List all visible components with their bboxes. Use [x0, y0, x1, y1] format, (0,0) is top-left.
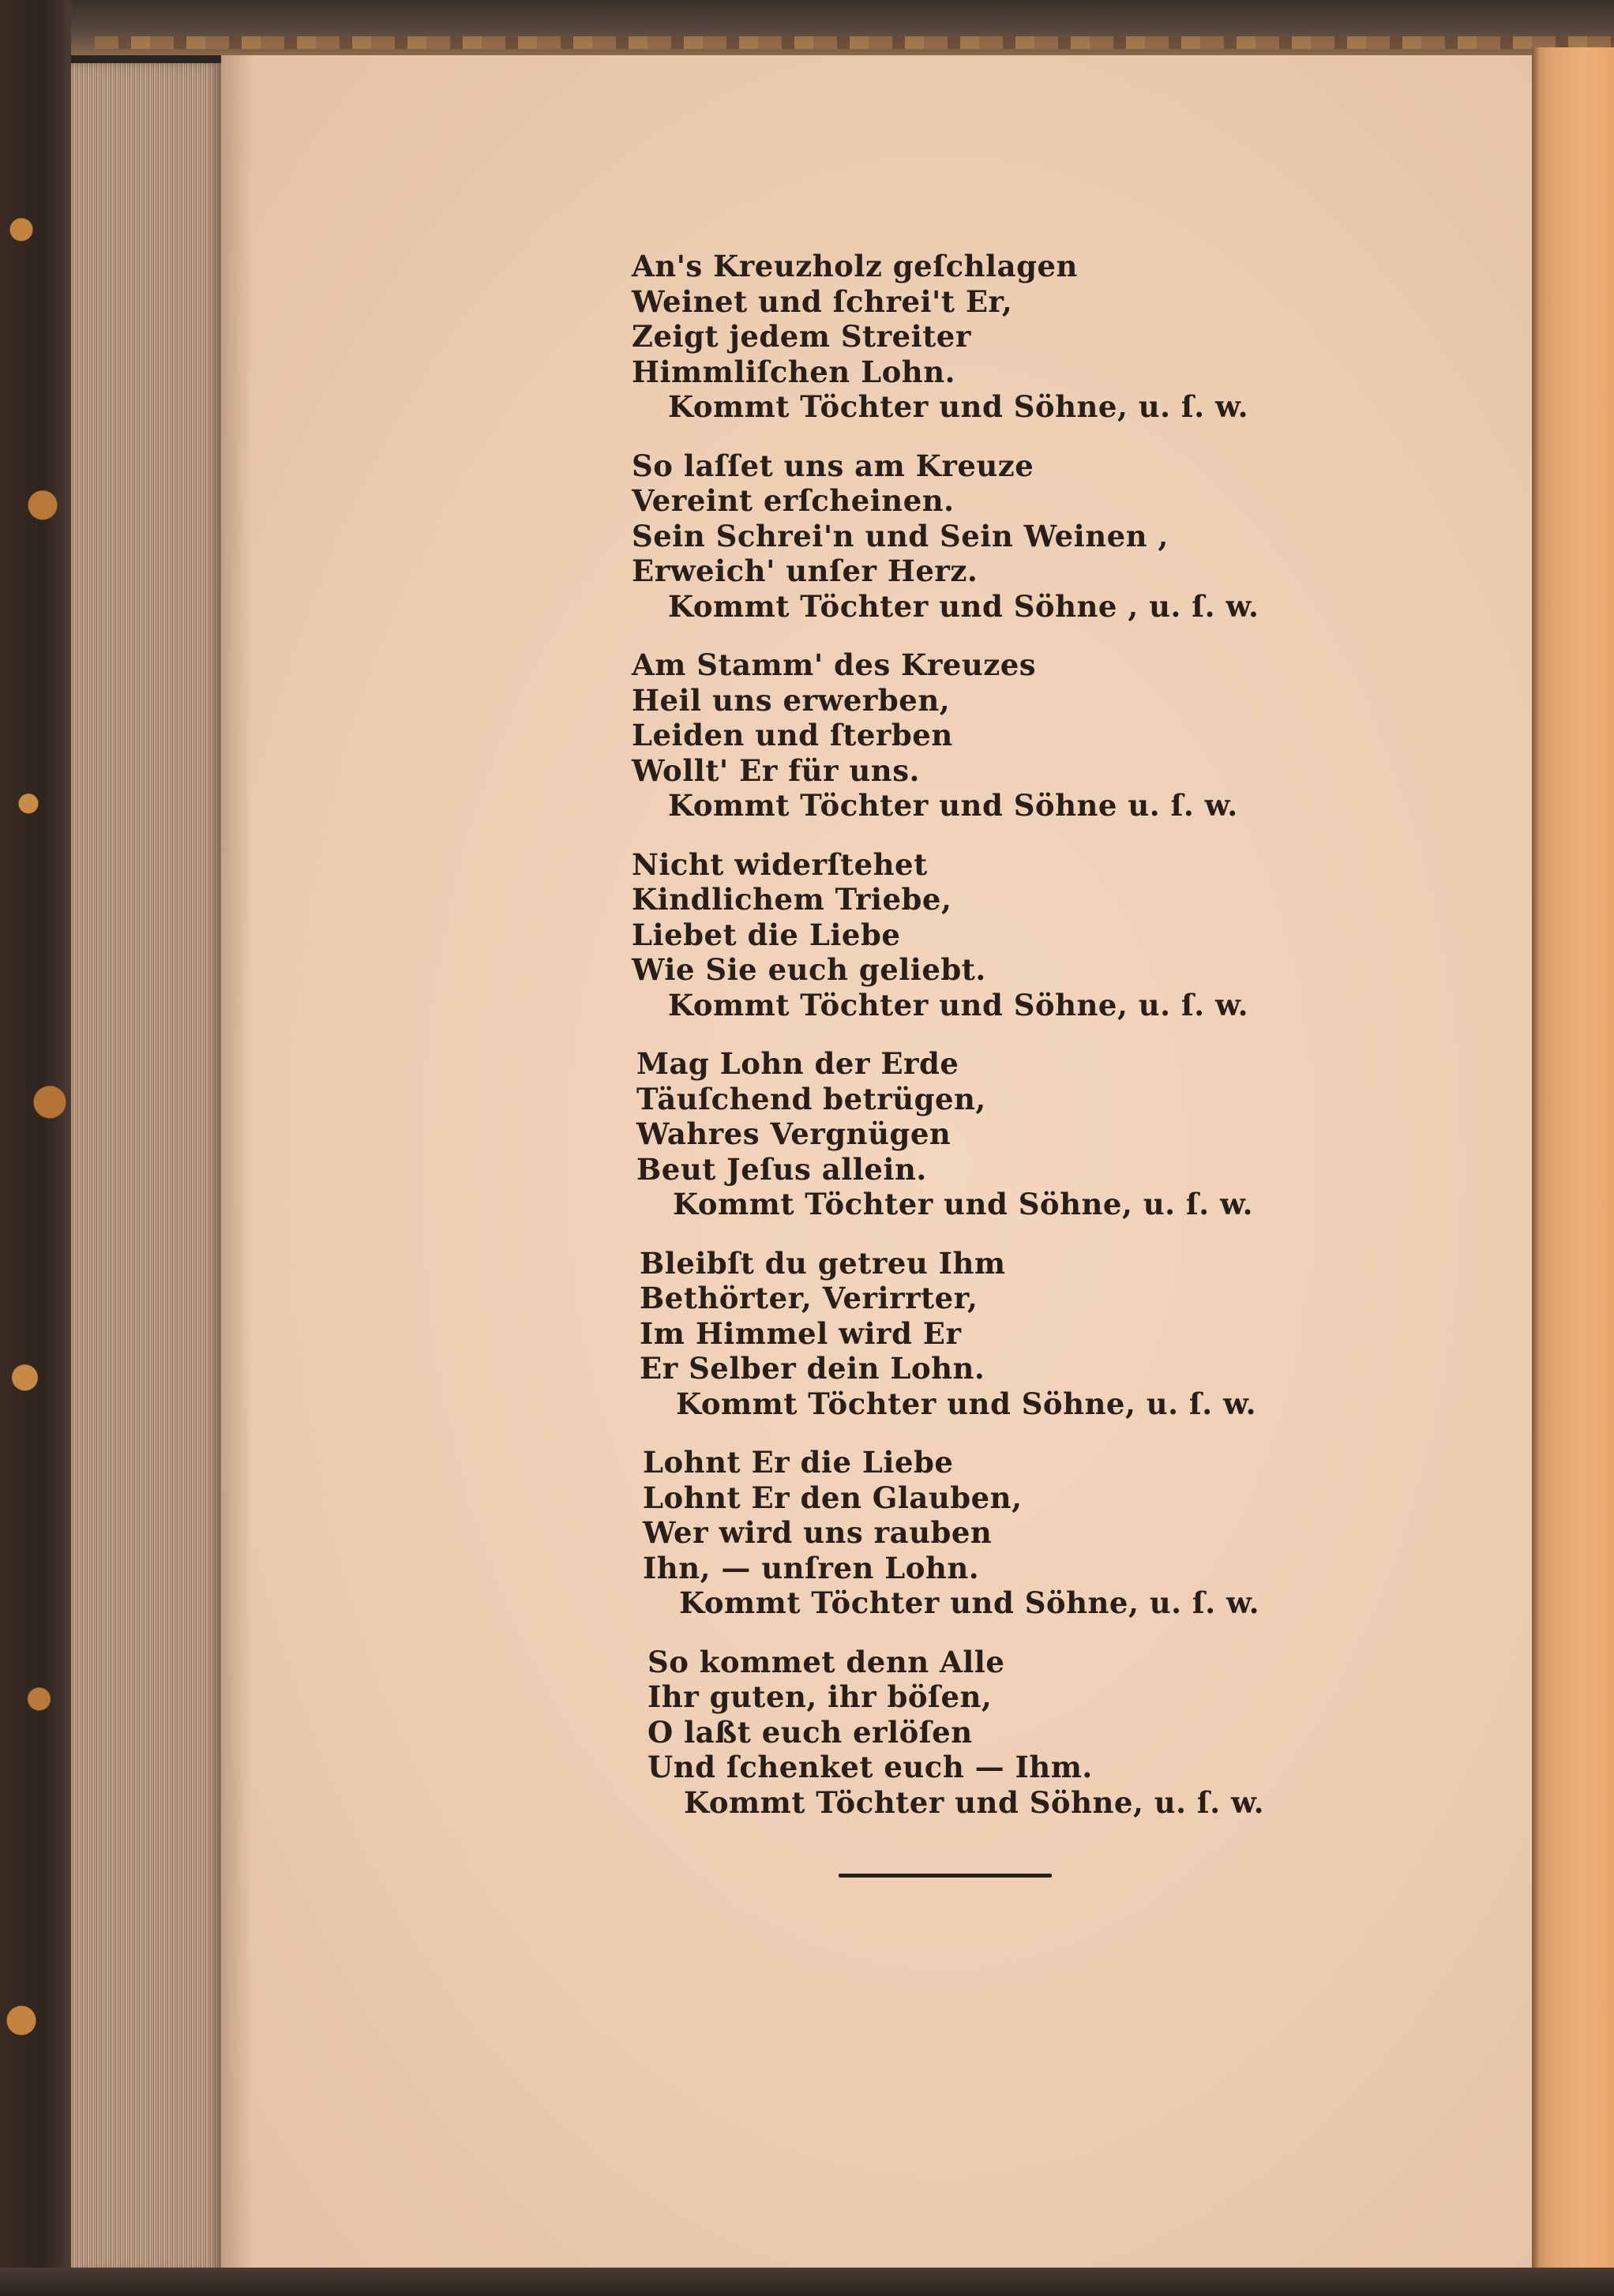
- verse-line: Heil uns erwerben,: [632, 682, 951, 718]
- facing-page-edge: [1532, 47, 1614, 2296]
- verse-line: Himmliſchen Lohn.: [632, 354, 955, 389]
- verse-line: Weinet und ſchrei't Er,: [632, 283, 1013, 319]
- refrain-line: Kommt Töchter und Söhne u. ſ. w.: [668, 788, 1238, 823]
- refrain-line: Kommt Töchter und Söhne, u. ſ. w.: [679, 1585, 1260, 1620]
- stacked-page-edges: [71, 63, 221, 2274]
- book-top-edge: [0, 0, 1614, 55]
- verse-line: Erweich' unſer Herz.: [632, 553, 978, 588]
- verse-line: Lohnt Er den Glauben,: [643, 1480, 1023, 1515]
- verse-line: Zeigt jedem Streiter: [632, 319, 971, 354]
- verse-line: Bleibſt du getreu Ihm: [640, 1245, 1006, 1281]
- verse-line: Wahres Vergnügen: [636, 1116, 952, 1151]
- book-bottom-edge: [0, 2268, 1614, 2296]
- stanza: [632, 847, 1342, 1023]
- verse-line: An's Kreuzholz geſchlagen: [632, 249, 1078, 283]
- verse-line: Nicht widerſtehet: [632, 846, 928, 882]
- verse-line: Wer wird uns rauben: [643, 1515, 993, 1550]
- stanza: [632, 647, 1342, 823]
- stanza: [636, 1046, 1342, 1222]
- verse-line: Vereint erſcheinen.: [632, 483, 955, 518]
- stanza: [632, 249, 1342, 425]
- refrain-line: Kommt Töchter und Söhne, u. ſ. w.: [684, 1784, 1265, 1820]
- refrain-line: Kommt Töchter und Söhne, u. ſ. w.: [668, 987, 1249, 1022]
- stanza: [643, 1445, 1342, 1621]
- stanza: [632, 448, 1342, 625]
- verse-line: Sein Schrei'n und Sein Weinen ,: [632, 518, 1169, 553]
- refrain-line: Kommt Töchter und Söhne, u. ſ. w.: [676, 1386, 1257, 1421]
- refrain-line: Kommt Töchter und Söhne, u. ſ. w.: [673, 1187, 1254, 1221]
- poem: [632, 249, 1342, 1844]
- verse-line: Wie Sie euch geliebt.: [632, 952, 986, 987]
- end-rule: [839, 1874, 1052, 1878]
- verse-line: Im Himmel wird Er: [640, 1315, 962, 1351]
- verse-line: Ihn, — unſren Lohn.: [643, 1550, 980, 1585]
- refrain-line: Kommt Töchter und Söhne, u. ſ. w.: [668, 389, 1249, 424]
- verse-line: Lohnt Er die Liebe: [643, 1445, 954, 1480]
- verse-line: Wollt' Er für uns.: [632, 752, 920, 788]
- verse-line: O laßt euch erlöſen: [647, 1714, 973, 1750]
- verse-line: Mag Lohn der Erde: [636, 1046, 959, 1081]
- refrain-line: Kommt Töchter und Söhne , u. ſ. w.: [668, 588, 1259, 624]
- verse-line: Er Selber dein Lohn.: [640, 1351, 985, 1386]
- verse-line: Täuſchend betrügen,: [636, 1081, 986, 1116]
- verse-line: Kindlichem Triebe,: [632, 882, 952, 917]
- verse-line: Am Stamm' des Kreuzes: [632, 647, 1037, 682]
- verse-line: Liebet die Liebe: [632, 917, 901, 952]
- verse-line: Bethörter, Verirrter,: [640, 1281, 978, 1315]
- verse-line: Beut Jeſus allein.: [636, 1151, 927, 1187]
- verse-line: Leiden und ſterben: [632, 718, 953, 752]
- marbled-cover-board: [0, 0, 71, 2296]
- stanza: [647, 1645, 1342, 1821]
- verse-line: So laſſet uns am Kreuze: [632, 448, 1034, 483]
- verse-line: Und ſchenket euch — Ihm.: [647, 1750, 1093, 1784]
- verse-line: Ihr guten, ihr böſen,: [647, 1679, 993, 1714]
- verse-line: So kommet denn Alle: [647, 1644, 1005, 1679]
- stanza: [640, 1246, 1342, 1422]
